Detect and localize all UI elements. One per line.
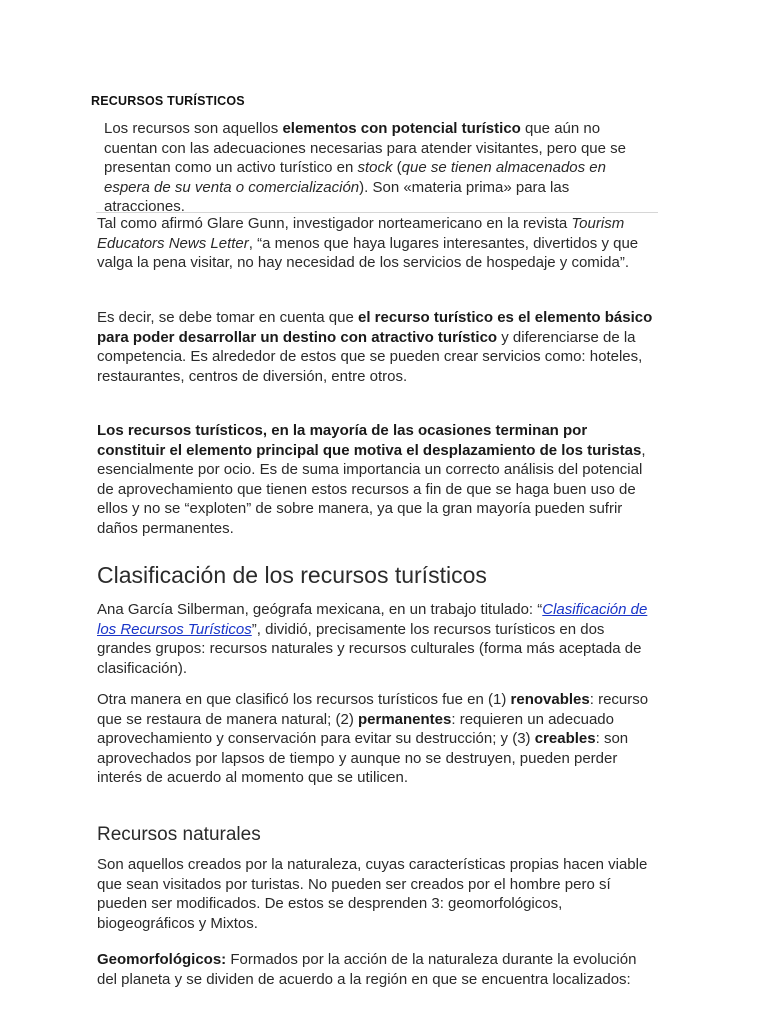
text-span: Es decir, se debe tomar en cuenta que <box>97 309 358 326</box>
paragraph-silberman <box>97 600 653 678</box>
subsection-title: Recursos naturales <box>97 824 261 845</box>
text-span: y diferenciarse de la competencia. Es alrededor de estos que se pueden crear servicios como: hoteles, restaurantes, centros de diversión, entre otros. <box>97 328 643 385</box>
bold-text: creables <box>534 730 596 748</box>
paragraph-clasificacion <box>97 690 653 788</box>
definition-box <box>96 112 658 213</box>
classification-link[interactable]: Clasificación de los Recursos Turísticos <box>97 601 648 638</box>
text-span: : requieren un adecuado aprovechamiento y conservación para evitar su destrucción; y (3) <box>97 710 614 748</box>
bold-text: permanentes <box>357 710 452 728</box>
paragraph-gunn <box>97 214 653 273</box>
text-span: ( <box>392 159 402 176</box>
text-span: ”, dividió, precisamente los recursos turísticos en dos grandes grupos: recursos naturales y recursos culturales (forma más aceptada de clasificación). <box>97 620 642 677</box>
text-span: Los recursos son aquellos <box>104 120 283 137</box>
paragraph-motivacion <box>97 421 653 539</box>
bold-text: renovables <box>510 691 590 708</box>
text-span: , “a menos que haya lugares interesantes, divertidos y que valga la pena visitar, no hay necesidad de los servicios de hospedaje y comida”. <box>97 234 639 272</box>
section-title: Clasificación de los recursos turísticos <box>97 562 487 588</box>
paragraph-recurso-basico <box>97 308 653 386</box>
text-span: : recurso que se restaura de manera natural; (2) <box>97 691 649 728</box>
italic-text: stock <box>357 159 393 176</box>
bold-text: el recurso turístico es el elemento básico para poder desarrollar un destino con atractivo turístico <box>97 309 653 346</box>
text-span: Otra manera en que clasificó los recursos turísticos fue en (1) <box>97 691 511 708</box>
text-span: Ana García Silberman, geógrafa mexicana, en un trabajo titulado: “ <box>97 601 543 618</box>
text-span: : son aprovechados por lapsos de tiempo y aunque no se destruyen, pueden perder interés de acuerdo al momento que se utilicen. <box>97 730 629 787</box>
definition-text <box>104 119 652 217</box>
text-span: Son aquellos creados por la naturaleza, cuyas características propias hacen viable que sean visitados por turistas. No pueden ser creados por el hombre pero sí pueden ser modificados. De estos se desprenden 3: geomorfológicos, biogeográficos y Mixtos. <box>97 856 648 932</box>
bold-text: Los recursos turísticos, en la mayoría de las ocasiones terminan por constituir el elemento principal que motiva el desplazamiento de los turistas <box>97 422 642 459</box>
bold-text: Geomorfológicos: <box>97 951 227 968</box>
paragraph-naturales <box>97 855 653 933</box>
document-heading: RECURSOS TURÍSTICOS <box>91 94 245 108</box>
text-span: Formados por la acción de la naturaleza durante la evolución del planeta y se dividen de acuerdo a la región en que se encuentra localizados: <box>97 951 637 988</box>
text-span: Tal como afirmó Glare Gunn, investigador norteamericano en la revista <box>97 215 572 232</box>
paragraph-geomorfologicos <box>97 950 653 989</box>
text-span: que aún no cuentan con las adecuaciones necesarias para atender visitantes, pero que se presentan como un activo turístico en <box>104 120 627 176</box>
bold-text: elementos con potencial turístico <box>282 120 521 137</box>
italic-text: Tourism Educators News Letter <box>97 215 625 252</box>
text-span: ). Son «materia prima» para las atracciones. <box>104 178 570 215</box>
italic-text: que se tienen almacenados en espera de su venta o comercialización <box>104 159 606 196</box>
text-span: , esencialmente por ocio. Es de suma importancia un correcto análisis del potencial de aprovechamiento que tienen estos recursos a fin de que se haga buen uso de ellos y no se “exploten” de sobre manera, ya que la gran mayoría pueden sufrir daños permanentes. <box>97 441 646 537</box>
